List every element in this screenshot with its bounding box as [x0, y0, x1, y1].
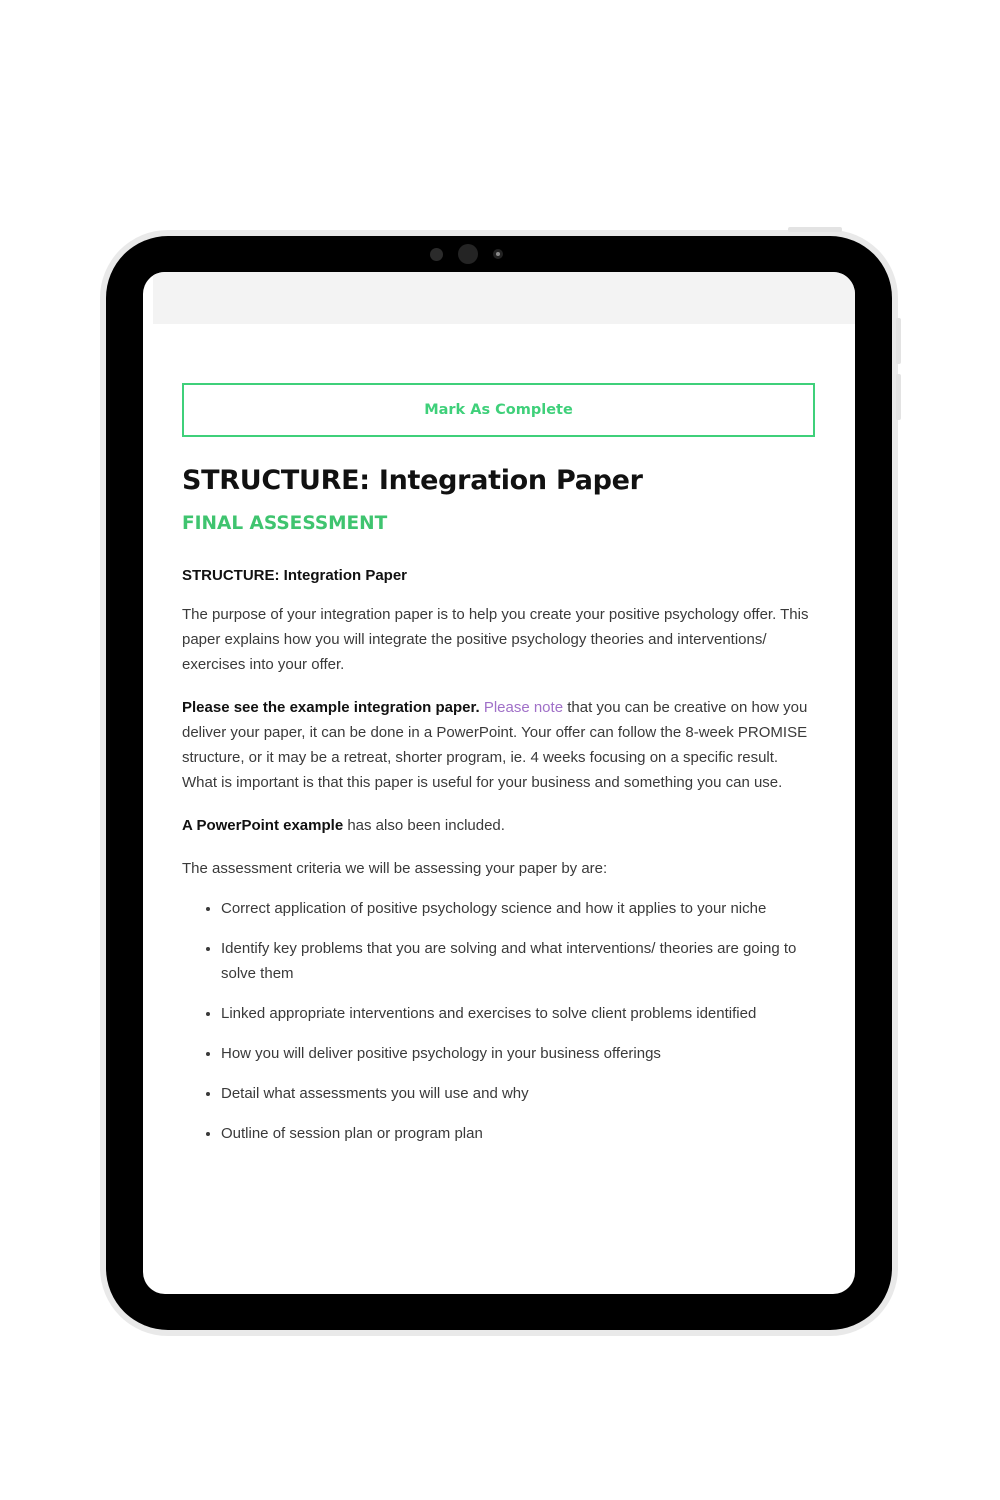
content-heading: STRUCTURE: Integration Paper [182, 566, 408, 584]
list-item: • Detail what assessments you will use and why [221, 1081, 815, 1106]
list-item: • How you will deliver positive psychology in your business offerings [221, 1041, 815, 1066]
tablet-power-button [788, 227, 842, 232]
tablet-volume-up-button [896, 318, 901, 364]
criteria-list [182, 896, 815, 1146]
criteria-intro: The assessment criteria we will be assessing your paper by are: [182, 859, 608, 877]
list-item: • Correct application of positive psychology science and how it applies to your niche [221, 896, 815, 921]
mark-as-complete-button[interactable]: Mark As Complete [182, 383, 815, 437]
sensor-icon [430, 248, 443, 261]
list-item: • Identify key problems that you are solving and what interventions/ theories are going to solve them [221, 936, 815, 986]
list-item: • Outline of session plan or program plan [221, 1121, 815, 1146]
purpose-paragraph: The purpose of your integration paper is to help you create your positive psychology offer. This paper explains how you will integrate the positive psychology theories and interventions/ exercises into your offer. [182, 605, 809, 673]
powerpoint-example-bold: A PowerPoint example [182, 816, 344, 834]
list-item: • Linked appropriate interventions and exercises to solve client problems identified [221, 1001, 815, 1026]
camera-icon [458, 244, 478, 264]
please-note-link[interactable]: Please note [483, 698, 564, 716]
tablet-volume-down-button [896, 374, 901, 420]
top-bar [153, 272, 855, 324]
light-sensor-icon [493, 249, 503, 259]
powerpoint-paragraph-text: has also been included. [343, 816, 505, 834]
page-title: STRUCTURE: Integration Paper [182, 465, 643, 496]
powerpoint-paragraph [182, 813, 815, 838]
section-subtitle: FINAL ASSESSMENT [182, 513, 388, 535]
lesson-content [182, 383, 815, 1161]
example-paragraph-text: that you can be creative on how you deliver your paper, it can be done in a PowerPoint. Your offer can follow the 8-week PROMISE structure, or it may be a retreat, shorter program, ie. 4 weeks focusing on a specific result. What is important is that this paper is useful for your business and something you can use. [182, 698, 808, 791]
example-paper-bold: Please see the example integration paper. [182, 698, 480, 716]
example-paragraph [182, 695, 815, 795]
tablet-screen [143, 272, 855, 1294]
